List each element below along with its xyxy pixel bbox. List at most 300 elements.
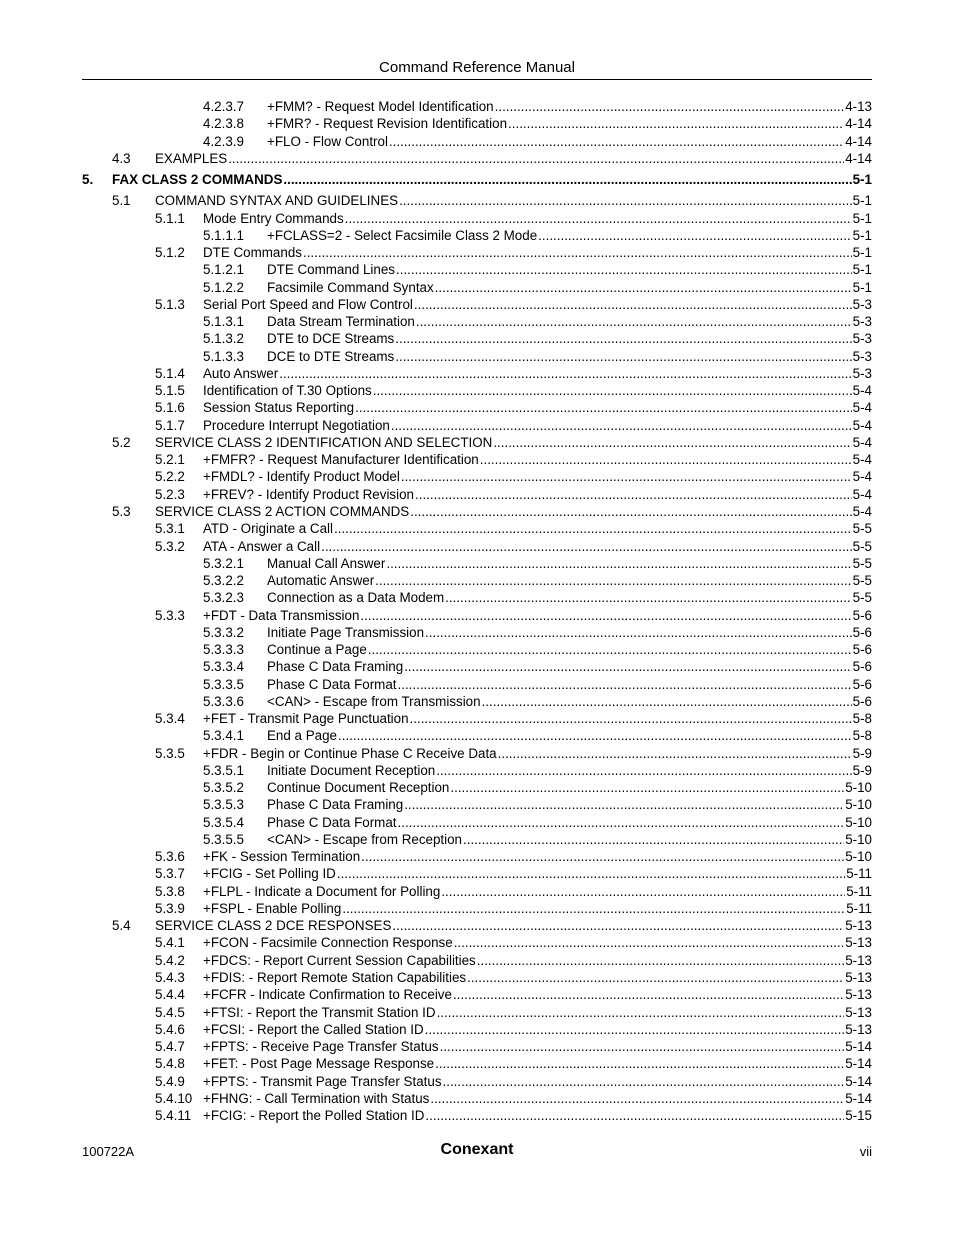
dot-leader: [391, 417, 852, 434]
dot-leader: [538, 227, 851, 244]
toc-entry-title: Phase C Data Framing: [267, 659, 404, 675]
dot-leader: [373, 382, 852, 399]
toc-entry[interactable]: [82, 762, 872, 779]
toc-entry-number: 5.2: [112, 434, 131, 450]
toc-entry[interactable]: [82, 171, 872, 188]
company-name: Conexant: [440, 1141, 514, 1158]
toc-entry-number: 5.1.5: [155, 383, 185, 399]
dot-leader: [443, 1073, 845, 1090]
toc-entry-page: 5-13: [845, 987, 872, 1003]
toc-entry-page: 5-6: [852, 607, 872, 623]
toc-entry-number: 4.2.3.9: [203, 133, 244, 149]
toc-entry[interactable]: [82, 641, 872, 658]
dot-leader: [368, 641, 852, 658]
toc-entry-page: 5-4: [852, 452, 872, 468]
toc-entry-title: Initiate Document Reception: [267, 762, 436, 778]
dot-leader: [435, 279, 852, 296]
toc-entry[interactable]: [82, 451, 872, 468]
toc-entry-page: 5-6: [852, 676, 872, 692]
toc-entry[interactable]: [82, 1090, 872, 1107]
toc-entry-page: 5-1: [852, 227, 872, 243]
toc-entry-number: 4.3: [112, 150, 131, 166]
toc-entry-number: 5.4.4: [155, 987, 185, 1003]
toc-entry-title: DTE Commands: [203, 245, 302, 261]
toc-entry-number: 5.3.3.5: [203, 676, 244, 692]
toc-entry-title: DTE Command Lines: [267, 262, 396, 278]
toc-entry-page: 5-6: [852, 624, 872, 640]
toc-entry-page: 5-9: [852, 762, 872, 778]
dot-leader: [477, 952, 844, 969]
toc-entry-number: 5.4.11: [155, 1108, 192, 1124]
toc-entry[interactable]: [82, 133, 872, 150]
toc-entry-page: 4-14: [845, 116, 872, 132]
dot-leader: [355, 399, 852, 416]
toc-entry-page: 5-1: [852, 245, 872, 261]
toc-entry[interactable]: [82, 486, 872, 503]
toc-entry-title: Continue Document Reception: [267, 780, 450, 796]
toc-entry-page: 5-4: [852, 503, 872, 519]
toc-entry-page: 5-1: [852, 262, 872, 278]
toc-entry-number: 4.2.3.7: [203, 99, 244, 114]
toc-entry[interactable]: [82, 969, 872, 986]
document-number: 100722A: [82, 1144, 135, 1159]
toc-entry-title: +FREV? - Identify Product Revision: [203, 486, 414, 502]
toc-entry-number: 5.2.1: [155, 452, 185, 468]
toc-entry-number: 5.4.6: [155, 1021, 185, 1037]
toc-entry-title: +FLO - Flow Control: [267, 133, 388, 149]
dot-leader: [386, 555, 851, 572]
toc-entry-page: 4-14: [845, 133, 872, 149]
toc-entry[interactable]: [82, 934, 872, 951]
toc-entry-page: 5-10: [845, 797, 872, 813]
toc-entry-page: 5-5: [852, 538, 872, 554]
toc-entry[interactable]: [82, 150, 872, 167]
toc-entry-page: 5-4: [852, 469, 872, 485]
toc-entry-number: 5.1.3.1: [203, 314, 244, 330]
toc-entry-title: Phase C Data Framing: [267, 797, 404, 813]
page-footer: [82, 1141, 872, 1161]
toc-entry-number: 5.3.3.6: [203, 693, 244, 709]
toc-entry-page: 5-4: [852, 383, 872, 399]
toc-entry-title: SERVICE CLASS 2 IDENTIFICATION AND SELECTION: [155, 434, 493, 450]
toc-entry[interactable]: [82, 658, 872, 675]
dot-leader: [425, 624, 852, 641]
toc-entry-title: DTE to DCE Streams: [267, 331, 395, 347]
toc-entry-number: 5.2.3: [155, 486, 185, 502]
toc-entry-page: 5-4: [852, 434, 872, 450]
toc-entry-page: 5-13: [845, 1004, 872, 1020]
toc-entry[interactable]: [82, 865, 872, 882]
toc-entry-page: 5-10: [845, 780, 872, 796]
dot-leader: [395, 348, 851, 365]
toc-entry-number: 5.1.6: [155, 400, 185, 416]
toc-entry[interactable]: [82, 952, 872, 969]
toc-entry[interactable]: [82, 227, 872, 244]
toc-entry[interactable]: [82, 986, 872, 1003]
toc-entry-page: 5-5: [852, 590, 872, 606]
toc-entry-number: 5.2.2: [155, 469, 185, 485]
dot-leader: [392, 917, 844, 934]
toc-entry[interactable]: [82, 607, 872, 624]
toc-entry[interactable]: [82, 115, 872, 132]
dot-leader: [228, 150, 844, 167]
toc-entry-number: 5.4.2: [155, 952, 185, 968]
toc-entry-page: 4-14: [845, 150, 872, 166]
dot-leader: [508, 115, 844, 132]
dot-leader: [334, 520, 852, 537]
toc-entry-page: 5-4: [852, 486, 872, 502]
dot-leader: [495, 98, 845, 115]
dot-leader: [440, 1038, 845, 1055]
toc-entry-page: 5-15: [845, 1108, 872, 1124]
toc-entry-number: 5.4.3: [155, 970, 185, 985]
dot-leader: [414, 296, 852, 313]
toc-entry-page: 5-1: [852, 193, 872, 209]
toc-entry-title: +FET - Transmit Page Punctuation: [203, 711, 409, 727]
toc-entry-title: EXAMPLES: [155, 150, 228, 166]
toc-entry[interactable]: [82, 520, 872, 537]
dot-leader: [430, 1090, 844, 1107]
toc-entry[interactable]: [82, 917, 872, 934]
toc-entry-number: 5.3.1: [155, 521, 185, 537]
toc-entry[interactable]: [82, 313, 872, 330]
toc-entry-page: 5-3: [852, 331, 872, 347]
toc-entry[interactable]: [82, 693, 872, 710]
toc-entry-number: 5.3.4: [155, 711, 185, 727]
toc-entry-page: 5-10: [845, 831, 872, 847]
toc-entry[interactable]: [82, 555, 872, 572]
toc-entry-page: 5-6: [852, 642, 872, 658]
toc-entry-title: +FMFR? - Request Manufacturer Identification: [203, 452, 479, 468]
toc-entry-number: 5.4.8: [155, 1056, 185, 1072]
toc-entry-number: 5.3.5.5: [203, 831, 244, 847]
toc-entry-title: Phase C Data Format: [267, 676, 397, 692]
toc-entry-page: 5-13: [845, 952, 872, 968]
page-header: Command Reference Manual: [379, 59, 575, 76]
toc-entry-number: 5.3.2: [155, 538, 185, 554]
toc-entry[interactable]: [82, 572, 872, 589]
toc-entry[interactable]: [82, 883, 872, 900]
header-rule: [82, 79, 872, 80]
toc-entry-number: 5.3.3.2: [203, 624, 244, 640]
toc-entry[interactable]: [82, 538, 872, 555]
toc-entry-title: +FDT - Data Transmission: [203, 607, 360, 623]
toc-entry-number: 5.3.5.3: [203, 797, 244, 813]
toc-entry-title: +FDCS: - Report Current Session Capabilities: [203, 952, 476, 968]
toc-entry[interactable]: [82, 676, 872, 693]
dot-leader: [480, 451, 852, 468]
toc-entry[interactable]: [82, 417, 872, 434]
toc-entry-number: 5.3.5: [155, 745, 185, 761]
dot-leader: [398, 676, 852, 693]
toc-entry-title: ATD - Originate a Call: [203, 521, 333, 537]
toc-entry-number: 5.1.7: [155, 417, 185, 433]
toc-entry[interactable]: [82, 589, 872, 606]
dot-leader: [425, 1021, 845, 1038]
toc-entry-number: 5.3.2.3: [203, 590, 244, 606]
toc-entry-page: 5-3: [852, 314, 872, 330]
dot-leader: [450, 779, 844, 796]
toc-entry-title: DCE to DTE Streams: [267, 348, 395, 364]
toc-entry-page: 5-3: [852, 296, 872, 312]
toc-entry-number: 5.4.9: [155, 1073, 185, 1089]
dot-leader: [410, 503, 851, 520]
toc-entry-title: +FPTS: - Receive Page Transfer Status: [203, 1039, 439, 1055]
dot-leader: [482, 693, 852, 710]
dot-leader: [404, 658, 851, 675]
toc-entry-page: 5-1: [852, 210, 872, 226]
dot-leader: [396, 261, 852, 278]
toc-entry[interactable]: [82, 192, 872, 209]
toc-entry-page: 5-14: [845, 1056, 872, 1072]
toc-entry-page: 5-3: [852, 348, 872, 364]
dot-leader: [342, 900, 845, 917]
toc-entry[interactable]: [82, 382, 872, 399]
dot-leader: [345, 210, 852, 227]
toc-entry-title: SERVICE CLASS 2 ACTION COMMANDS: [155, 503, 410, 519]
toc-entry-page: 5-1: [852, 279, 872, 295]
dot-leader: [437, 1004, 845, 1021]
dot-leader: [498, 745, 852, 762]
toc-entry-title: +FCLASS=2 - Select Facsimile Class 2 Mode: [267, 227, 538, 243]
dot-leader: [467, 969, 844, 986]
toc-entry[interactable]: [82, 244, 872, 261]
page-number: vii: [859, 1144, 872, 1159]
toc-entry[interactable]: [82, 1107, 872, 1124]
toc-entry-page: 5-5: [852, 573, 872, 589]
toc-entry-title: +FK - Session Termination: [203, 849, 361, 865]
toc-entry-page: 5-6: [852, 659, 872, 675]
dot-leader: [401, 468, 852, 485]
dot-leader: [463, 831, 844, 848]
dot-leader: [283, 171, 851, 188]
dot-leader: [493, 434, 851, 451]
dot-leader: [360, 607, 851, 624]
toc-entry[interactable]: [82, 710, 872, 727]
toc-entry-title: +FCSI: - Report the Called Station ID: [203, 1021, 424, 1037]
toc-entry-title: +FCON - Facsimile Connection Response: [203, 935, 453, 951]
toc-entry-page: 5-13: [845, 970, 872, 985]
toc-entry[interactable]: [82, 796, 872, 813]
toc-entry-page: 5-13: [845, 918, 872, 934]
toc-entry[interactable]: [82, 727, 872, 744]
toc-entry-number: 5.1.2: [155, 245, 185, 261]
toc-entry-number: 5.4.7: [155, 1039, 185, 1055]
toc-entry-title: +FSPL - Enable Polling: [203, 900, 342, 916]
toc-entry-title: +FTSI: - Report the Transmit Station ID: [203, 1004, 436, 1020]
toc-entry-page: 4-13: [845, 99, 872, 114]
toc-entry-number: 5.3.5.1: [203, 762, 244, 778]
toc-entry[interactable]: [82, 1073, 872, 1090]
dot-leader: [441, 883, 845, 900]
toc-entry-number: 5.3.2.1: [203, 555, 244, 571]
toc-entry-number: 5.3.5.4: [203, 814, 244, 830]
toc-entry-page: 5-8: [852, 711, 872, 727]
dot-leader: [389, 133, 844, 150]
dot-leader: [303, 244, 852, 261]
toc-entry-number: 5.3.2.2: [203, 573, 244, 589]
toc-entry-page: 5-9: [852, 745, 872, 761]
toc-entry-title: <CAN> - Escape from Reception: [267, 831, 462, 847]
toc-entry[interactable]: [82, 330, 872, 347]
toc-entry-number: 5.4.5: [155, 1004, 185, 1020]
toc-entry-page: 5-8: [852, 728, 872, 744]
dot-leader: [436, 762, 851, 779]
toc-entry-title: +FPTS: - Transmit Page Transfer Status: [203, 1073, 442, 1089]
toc-entry[interactable]: [82, 1021, 872, 1038]
toc-entry-number: 5.4.1: [155, 935, 185, 951]
toc-entry[interactable]: [82, 296, 872, 313]
toc-entry[interactable]: [82, 1004, 872, 1021]
toc-entry-page: 5-10: [845, 814, 872, 830]
toc-entry-number: 5.1.3: [155, 296, 185, 312]
toc-entry-title: Automatic Answer: [267, 573, 375, 589]
toc-entry-title: Mode Entry Commands: [203, 210, 344, 226]
toc-entry-title: Data Stream Termination: [267, 314, 415, 330]
toc-entry-page: 5-4: [852, 400, 872, 416]
toc-entry-title: +FCIG - Set Polling ID: [203, 866, 336, 882]
dot-leader: [445, 589, 851, 606]
toc-entry-page: 5-4: [852, 417, 872, 433]
toc-entry-title: +FLPL - Indicate a Document for Polling: [203, 883, 441, 899]
dot-leader: [395, 330, 851, 347]
dot-leader: [416, 313, 852, 330]
toc-entry-title: Facsimile Command Syntax: [267, 279, 434, 295]
toc-entry-title: Connection as a Data Modem: [267, 590, 445, 606]
toc-entry-page: 5-11: [846, 866, 872, 882]
toc-entry[interactable]: [82, 399, 872, 416]
toc-entry-number: 5.1.3.2: [203, 331, 244, 347]
toc-entry[interactable]: [82, 745, 872, 762]
toc-entry-title: +FMDL? - Identify Product Model: [203, 469, 400, 485]
toc-entry-title: +FCFR - Indicate Confirmation to Receive: [203, 987, 452, 1003]
toc-entry-page: 5-10: [845, 849, 872, 865]
dot-leader: [321, 538, 852, 555]
toc-entry-number: 5.1.1: [155, 210, 185, 226]
toc-entry-number: 5.1.3.3: [203, 348, 244, 364]
toc-entry-number: 5.: [82, 172, 94, 188]
toc-entry[interactable]: [82, 900, 872, 917]
toc-entry-page: 5-13: [845, 1021, 872, 1037]
toc-entry[interactable]: [82, 348, 872, 365]
toc-entry-page: 5-14: [845, 1039, 872, 1055]
dot-leader: [398, 814, 845, 831]
toc-entry-title: +FDR - Begin or Continue Phase C Receive Data: [203, 745, 497, 761]
toc-entry[interactable]: [82, 434, 872, 451]
toc-entry-page: 5-5: [852, 555, 872, 571]
toc-entry-number: 5.3.4.1: [203, 728, 244, 744]
toc-entry-title: +FET: - Post Page Message Response: [203, 1056, 435, 1072]
toc-entry[interactable]: [82, 468, 872, 485]
toc-entry-number: 5.3.3.4: [203, 659, 244, 675]
toc-entry-number: 5.3: [112, 503, 131, 519]
toc-entry-number: 5.3.8: [155, 883, 185, 899]
dot-leader: [435, 1055, 844, 1072]
toc-entry-number: 5.3.5.2: [203, 780, 244, 796]
dot-leader: [337, 865, 845, 882]
toc-entry-title: +FHNG: - Call Termination with Status: [203, 1090, 430, 1106]
toc-entry[interactable]: [82, 814, 872, 831]
toc-entry-number: 5.1.1.1: [203, 227, 244, 243]
toc-entry[interactable]: [82, 365, 872, 382]
toc-entry-number: 5.1.2.1: [203, 262, 244, 278]
dot-leader: [375, 572, 851, 589]
toc-entry-title: Identification of T.30 Options: [203, 383, 372, 399]
toc-entry[interactable]: [82, 210, 872, 227]
toc-entry-number: 5.3.3.3: [203, 642, 244, 658]
toc-entry-title: +FMR? - Request Revision Identification: [267, 116, 508, 132]
toc-entry-number: 5.4: [112, 918, 131, 934]
toc-entry[interactable]: [82, 1055, 872, 1072]
toc-entry-number: 5.3.3: [155, 607, 185, 623]
toc-entry-title: Phase C Data Format: [267, 814, 397, 830]
toc-entry-title: Session Status Reporting: [203, 400, 355, 416]
dot-leader: [361, 848, 844, 865]
toc-entry[interactable]: [82, 831, 872, 848]
dot-leader: [410, 710, 852, 727]
toc-entry-title: Auto Answer: [203, 365, 279, 381]
toc-entry-title: COMMAND SYNTAX AND GUIDELINES: [155, 193, 399, 209]
toc-entry-page: 5-6: [852, 693, 872, 709]
toc-entry-title: Manual Call Answer: [267, 555, 386, 571]
dot-leader: [404, 796, 844, 813]
dot-leader: [338, 727, 852, 744]
toc-entry-number: 4.2.3.8: [203, 116, 244, 132]
toc-entry-page: 5-1: [852, 172, 872, 188]
toc-entry[interactable]: [82, 503, 872, 520]
dot-leader: [415, 486, 852, 503]
toc-entry-title: +FCIG: - Report the Polled Station ID: [203, 1108, 425, 1124]
toc-entry-page: 5-13: [845, 935, 872, 951]
toc-entry-page: 5-5: [852, 521, 872, 537]
toc-entry-number: 5.1: [112, 193, 131, 209]
toc-entry-title: End a Page: [267, 728, 337, 744]
toc-entry-title: Serial Port Speed and Flow Control: [203, 296, 413, 312]
toc-entry[interactable]: [82, 1038, 872, 1055]
dot-leader: [453, 986, 844, 1003]
toc-entry-number: 5.4.10: [155, 1090, 193, 1106]
toc-entry-number: 5.3.9: [155, 900, 185, 916]
toc-entry-number: 5.1.2.2: [203, 279, 244, 295]
dot-leader: [425, 1107, 844, 1124]
toc-entry[interactable]: [82, 261, 872, 278]
toc-entry-title: ATA - Answer a Call: [203, 538, 321, 554]
toc-entry-page: 5-14: [845, 1073, 872, 1089]
toc-entry[interactable]: [82, 848, 872, 865]
toc-entry-page: 5-3: [852, 365, 872, 381]
toc-entry-page: 5-14: [845, 1090, 872, 1106]
toc-entry-number: 5.1.4: [155, 365, 185, 381]
toc-entry-title: Procedure Interrupt Negotiation: [203, 417, 390, 433]
toc-entry-title: +FMM? - Request Model Identification: [267, 99, 494, 114]
toc-entry-number: 5.3.7: [155, 866, 185, 882]
toc-entry[interactable]: [82, 98, 872, 115]
toc-entry-title: SERVICE CLASS 2 DCE RESPONSES: [155, 918, 392, 934]
toc-entry-title: Initiate Page Transmission: [267, 624, 425, 640]
toc-entry-title: +FDIS: - Report Remote Station Capabilities: [203, 970, 467, 985]
dot-leader: [454, 934, 845, 951]
toc-entry-number: 5.3.6: [155, 849, 185, 865]
toc-entry[interactable]: [82, 279, 872, 296]
toc-entry[interactable]: [82, 624, 872, 641]
toc-entry-title: Continue a Page: [267, 642, 367, 658]
toc-entry-title: FAX CLASS 2 COMMANDS: [112, 172, 283, 188]
toc-entry-page: 5-11: [846, 900, 872, 916]
dot-leader: [399, 192, 852, 209]
toc-entry-title: <CAN> - Escape from Transmission: [267, 693, 481, 709]
dot-leader: [279, 365, 851, 382]
toc-entry[interactable]: [82, 779, 872, 796]
